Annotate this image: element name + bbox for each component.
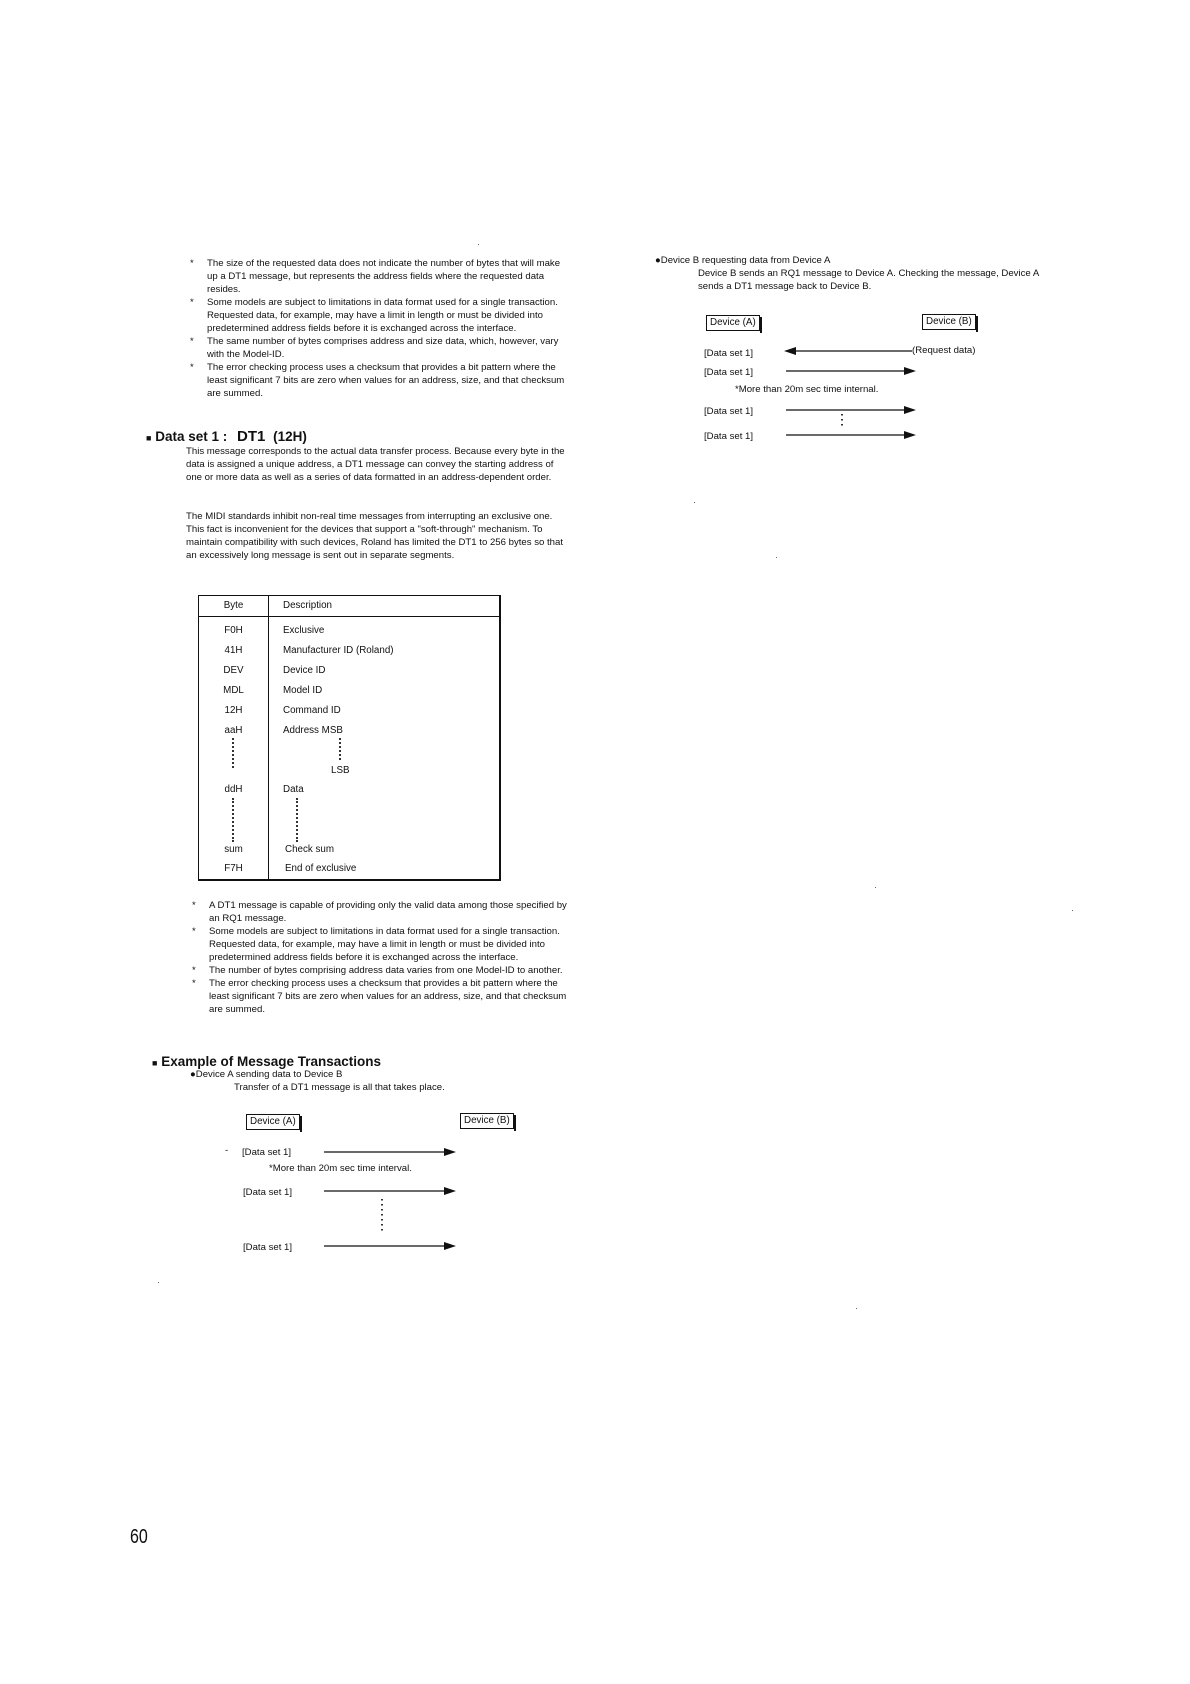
- data-set-label: [Data set 1]: [243, 1242, 293, 1253]
- device-a-box: Device (A): [706, 315, 760, 331]
- note-item: * The error checking process uses a checksum that provides a bit pattern where the least significant 7 bits are zero when values for an address, size, and that checksum are summed.: [192, 978, 567, 1015]
- scan-speck: [776, 557, 777, 558]
- subheading-b-requests-a: ●Device B requesting data from Device A: [655, 255, 831, 266]
- byte-table: Byte Description F0H Exclusive 41H Manufacturer ID (Roland) DEV Device ID MDL Model ID 12H Command ID aaH Address MSB LSB ddH Data sum Check sum F7H End of exclusive: [198, 595, 501, 881]
- note-item: * The same number of bytes comprises address and size data, which, however, vary with the Model-ID.: [190, 336, 559, 360]
- device-b-box: Device (B): [460, 1113, 514, 1129]
- arrow-right-icon: [786, 367, 916, 375]
- data-set-label: [Data set 1]: [243, 1187, 293, 1198]
- subheading-b-requests-a-desc: Device B sends an RQ1 message to Device A. Checking the message, Device A sends a DT1 message back to Device B.: [698, 268, 1039, 292]
- note-marker: *: [192, 978, 196, 989]
- note-item: * The size of the requested data does not indicate the number of bytes that will make up a DT1 message, but represents the address fields where the requested data resides.: [190, 258, 561, 295]
- data-set-label: [Data set 1]: [704, 367, 754, 378]
- note-marker: *: [190, 336, 194, 347]
- scan-speck: [1072, 910, 1073, 911]
- scan-speck: [694, 502, 695, 503]
- data-set-label: [Data set 1]: [704, 406, 754, 417]
- arrow-right-icon: [786, 406, 916, 414]
- section-title-code: DT1: [237, 428, 266, 445]
- note-item: * A DT1 message is capable of providing only the valid data among those specified by an RQ1 message.: [192, 900, 567, 924]
- section-title: Example of Message Transactions: [161, 1054, 382, 1069]
- arrow-right-icon: [786, 431, 916, 439]
- note-item: * Some models are subject to limitations in data format used for a single transaction. Requested data, for example, may have a limit in length or must be divided into predetermined address fields before it is exchanged across the interface.: [192, 926, 560, 963]
- arrow-left-icon: [784, 347, 912, 355]
- interval-note: *More than 20m sec time interval.: [269, 1163, 412, 1174]
- subheading-a-to-b: ●Device A sending data to Device B: [190, 1069, 343, 1080]
- device-b-box: Device (B): [922, 314, 976, 330]
- data-set-label: [Data set 1]: [242, 1147, 292, 1158]
- note-marker: *: [192, 900, 196, 911]
- page-number: 60: [130, 1526, 148, 1548]
- note-marker: *: [192, 965, 196, 976]
- scan-speck: [158, 1282, 159, 1283]
- note-item: * Some models are subject to limitations in data format used for a single transaction. Requested data, for example, may have a limit in length or must be divided into predetermined address fields before it is exchanged across the interface.: [190, 297, 558, 334]
- bullet-dot: ●: [655, 255, 661, 266]
- section-marker: ■: [146, 433, 152, 443]
- section-title: Data set 1 :: [155, 429, 228, 444]
- data-set-label: [Data set 1]: [704, 348, 754, 359]
- request-data-label: (Request data): [912, 345, 976, 356]
- interval-note: *More than 20m sec time internal.: [735, 384, 879, 395]
- scan-speck: [875, 887, 876, 888]
- note-item: * The error checking process uses a checksum that provides a bit pattern where the least significant 7 bits are zero when values for an address, size, and that checksum are summed.: [190, 362, 565, 399]
- scan-speck: [856, 1308, 857, 1309]
- tick-mark: -: [225, 1145, 229, 1156]
- note-marker: *: [190, 258, 194, 269]
- table-header-byte: Byte: [223, 600, 244, 611]
- section-title-hex: (12H): [273, 429, 307, 444]
- scan-speck: [478, 244, 479, 245]
- subheading-a-to-b-desc: Transfer of a DT1 message is all that takes place.: [234, 1082, 445, 1093]
- note-marker: *: [192, 926, 196, 937]
- paragraph-1: This message corresponds to the actual data transfer process. Because every byte in the data is assigned a unique address, a DT1 message can convey the starting address of one or more data as well as a series of data formatted in an address-dependent order.: [186, 446, 565, 483]
- bullet-dot: ●: [190, 1069, 196, 1080]
- table-header-description: Description: [283, 600, 333, 611]
- device-a-box: Device (A): [246, 1114, 300, 1130]
- note-item: * The number of bytes comprising address data varies from one Model-ID to another.: [192, 965, 563, 976]
- data-set-label: [Data set 1]: [704, 431, 754, 442]
- paragraph-2: The MIDI standards inhibit non-real time messages from interrupting an exclusive one. This fact is inconvenient for the devices that support a "soft-through" mechanism. To maintain compatibility with such devices, Roland has limited the DT1 to 256 bytes so that an excessively long message is sent out in separate segments.: [186, 511, 564, 561]
- note-marker: *: [190, 297, 194, 308]
- note-marker: *: [190, 362, 194, 373]
- section-marker: ■: [152, 1058, 158, 1068]
